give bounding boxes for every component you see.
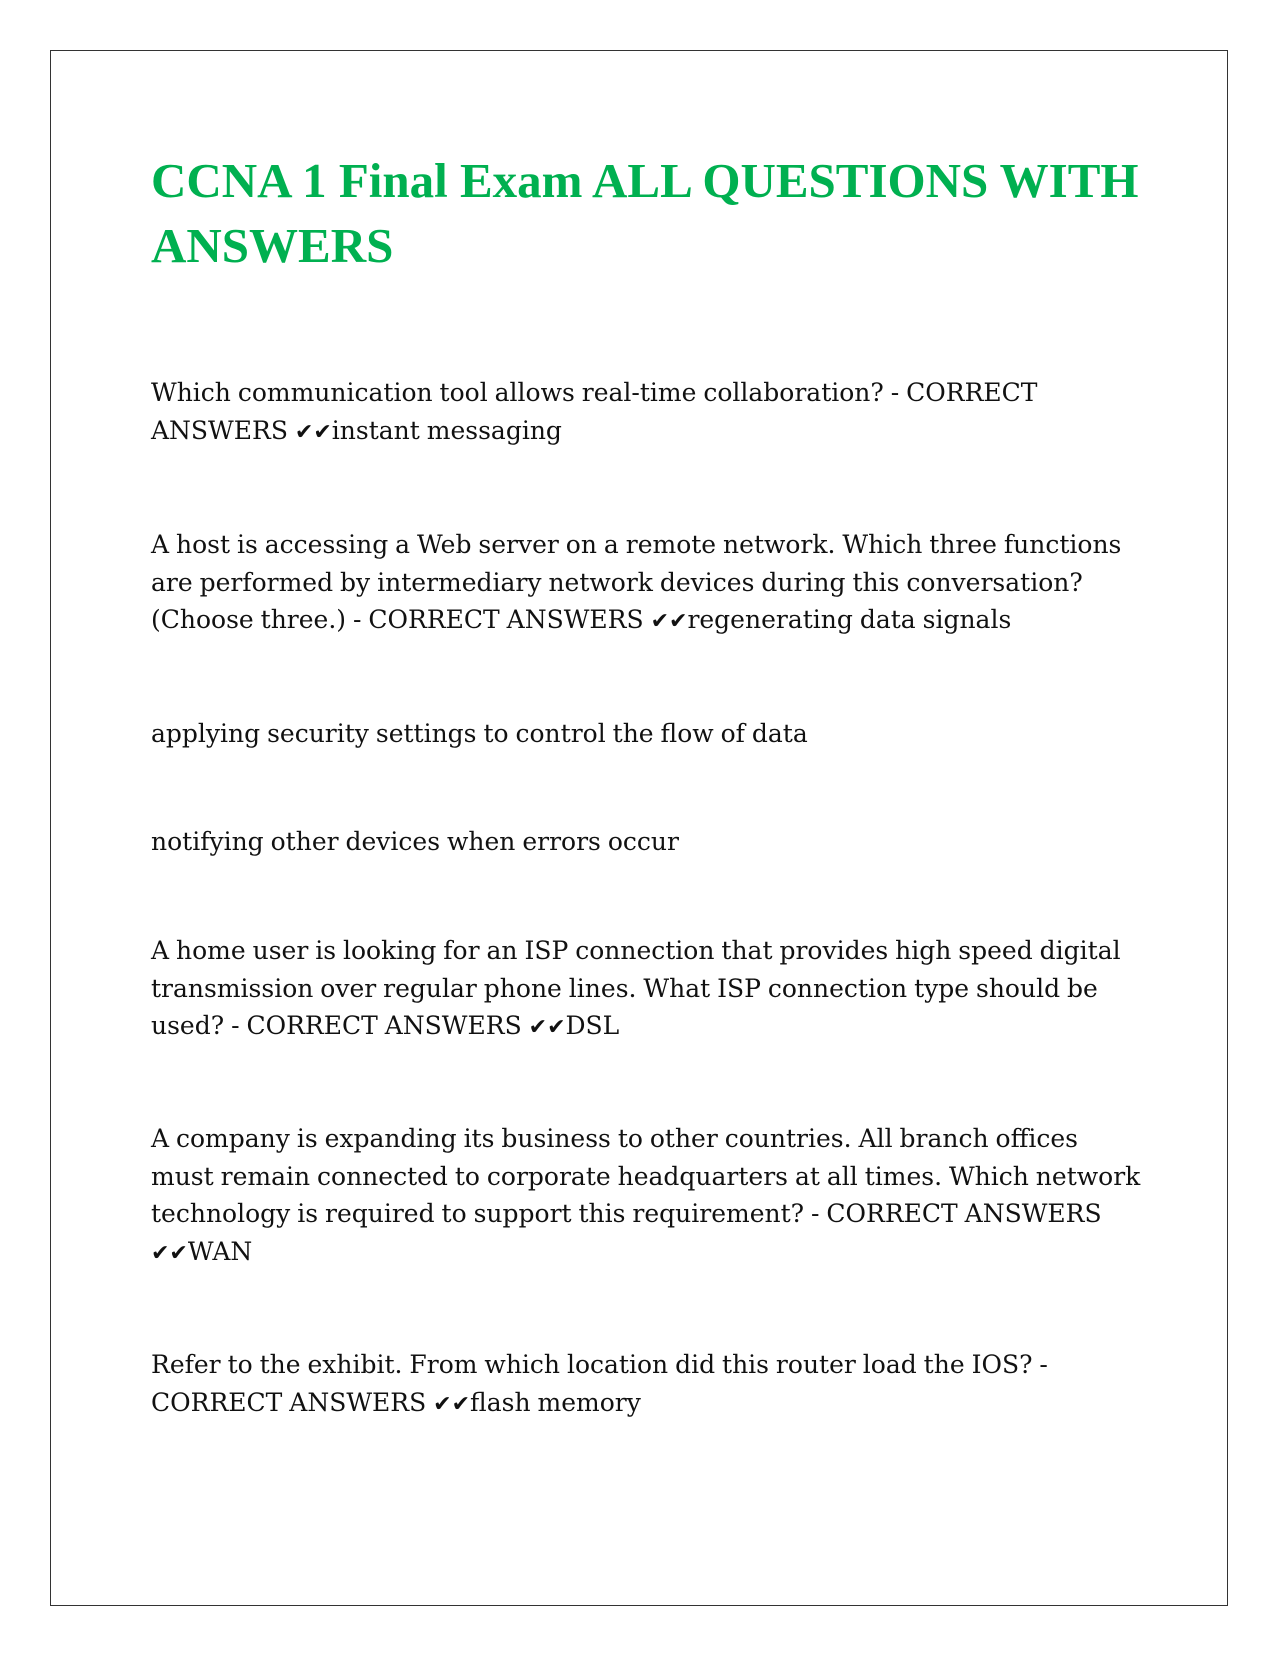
question-text: A host is accessing a Web server on a remote network. Which three functions are performed by intermediary network devices during this conversation? (Choose three.) - CORRECT ANSWERS xyxy=(151,530,1122,634)
answer-text: WAN xyxy=(187,1236,253,1266)
question-text: Which communication tool allows real-time collaboration? - CORRECT ANSWERS xyxy=(151,378,1038,445)
answer-text: regenerating data signals xyxy=(687,605,1012,634)
answer-text: instant messaging xyxy=(331,415,562,445)
answer-continuation xyxy=(151,715,1141,753)
check-mark-icon: ✔✔ xyxy=(650,609,688,634)
document-content xyxy=(151,148,1141,1417)
check-mark-icon: ✔✔ xyxy=(151,1240,188,1266)
check-mark-icon: ✔✔ xyxy=(294,419,332,445)
qa-entry xyxy=(151,1120,1141,1272)
answer-text: notifying other devices when errors occur xyxy=(151,827,679,856)
answer-continuation xyxy=(151,823,1141,861)
check-mark-icon: ✔✔ xyxy=(433,1391,471,1417)
question-text: A home user is looking for an ISP connection that provides high speed digital transmission over regular phone lines. What ISP connection type should be used? - CORRECT ANSWERS xyxy=(151,936,1121,1040)
question-text: A company is expanding its business to other countries. All branch offices must remain connected to corporate headquarters at all times. Which network technology is required to support this requirement? - CORRECT ANSWERS xyxy=(151,1124,1141,1228)
qa-entry xyxy=(151,526,1141,641)
answer-text: flash memory xyxy=(470,1387,641,1417)
answer-text: DSL xyxy=(565,1011,620,1040)
qa-entry xyxy=(151,1346,1141,1423)
check-mark-icon: ✔✔ xyxy=(528,1015,566,1040)
qa-entry xyxy=(151,932,1141,1047)
question-text: Refer to the exhibit. From which location did this router load the IOS? - CORRECT ANSWERS xyxy=(151,1350,1048,1417)
answer-text: applying security settings to control the flow of data xyxy=(151,719,808,748)
qa-entry xyxy=(151,374,1141,451)
document-title: CCNA 1 Final Exam ALL QUESTIONS WITH ANSWERS xyxy=(151,153,1139,273)
